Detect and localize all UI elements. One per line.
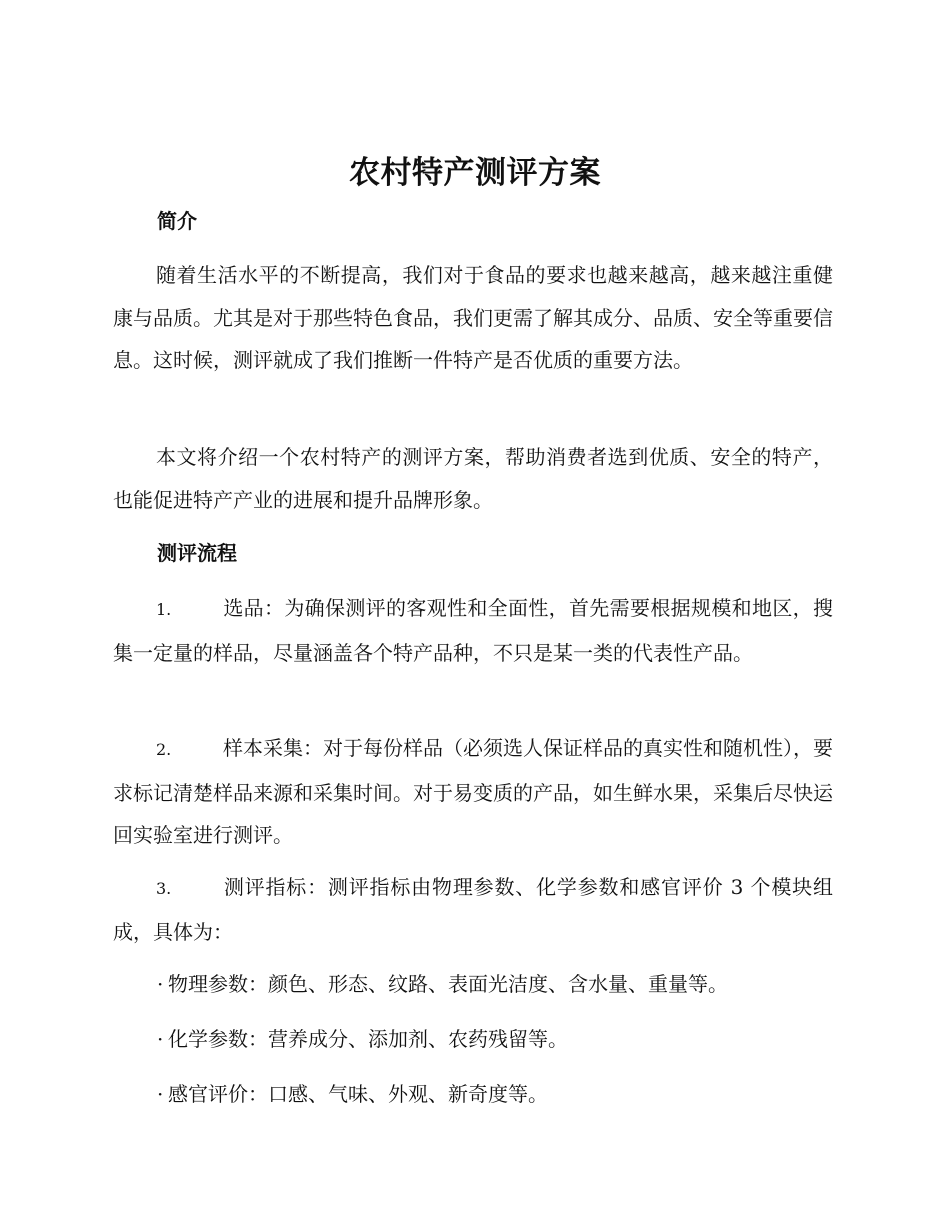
- list-item-number: 1.: [156, 600, 172, 619]
- section-heading-intro: 简介: [157, 209, 197, 233]
- bullet-item: [157, 969, 728, 999]
- list-item-text: 选品：为确保测评的客观性和全面性，首先需要根据规模和地区，搜集一定量的样品，尽量涵盖各个特产品种，不只是某一类的代表性产品。: [113, 596, 833, 665]
- list-item-text: 样本采集：对于每份样品（必须选人保证样品的真实性和随机性），要求标记清楚样品来源和采集时间。对于易变质的产品，如生鲜水果，采集后尽快运回实验室进行测评。: [113, 736, 833, 847]
- list-item-number: 2.: [156, 740, 172, 759]
- bullet-text: 感官评价：口感、气味、外观、新奇度等。: [168, 1082, 548, 1106]
- intro-paragraph: 随着生活水平的不断提高，我们对于食品的要求也越来越高，越来越注重健康与品质。尤其是对于那些特色食品，我们更需了解其成分、品质、安全等重要信息。这时候，测评就成了我们推断一件特产是否优质的重要方法。: [113, 263, 833, 372]
- document-title: 农村特产测评方案: [349, 155, 601, 191]
- bullet-text: 化学参数：营养成分、添加剂、农药残留等。: [168, 1027, 568, 1051]
- bullet-item: [157, 1079, 548, 1109]
- bullet-symbol: ·: [157, 972, 164, 996]
- intro-paragraph: 本文将介绍一个农村特产的测评方案，帮助消费者选到优质、安全的特产，也能促进特产产业的进展和提升品牌形象。: [113, 445, 833, 512]
- bullet-text: 物理参数：颜色、形态、纹路、表面光洁度、含水量、重量等。: [168, 972, 728, 996]
- list-item: [113, 866, 833, 953]
- list-item: [113, 727, 833, 857]
- bullet-symbol: ·: [157, 1027, 164, 1051]
- section-heading-process: 测评流程: [157, 541, 237, 565]
- bullet-item: [157, 1024, 568, 1054]
- bullet-symbol: ·: [157, 1082, 164, 1106]
- list-item: [113, 587, 833, 674]
- list-item-number: 3.: [156, 879, 172, 898]
- list-item-text: 测评指标：测评指标由物理参数、化学参数和感官评价 3 个模块组成，具体为：: [113, 875, 833, 944]
